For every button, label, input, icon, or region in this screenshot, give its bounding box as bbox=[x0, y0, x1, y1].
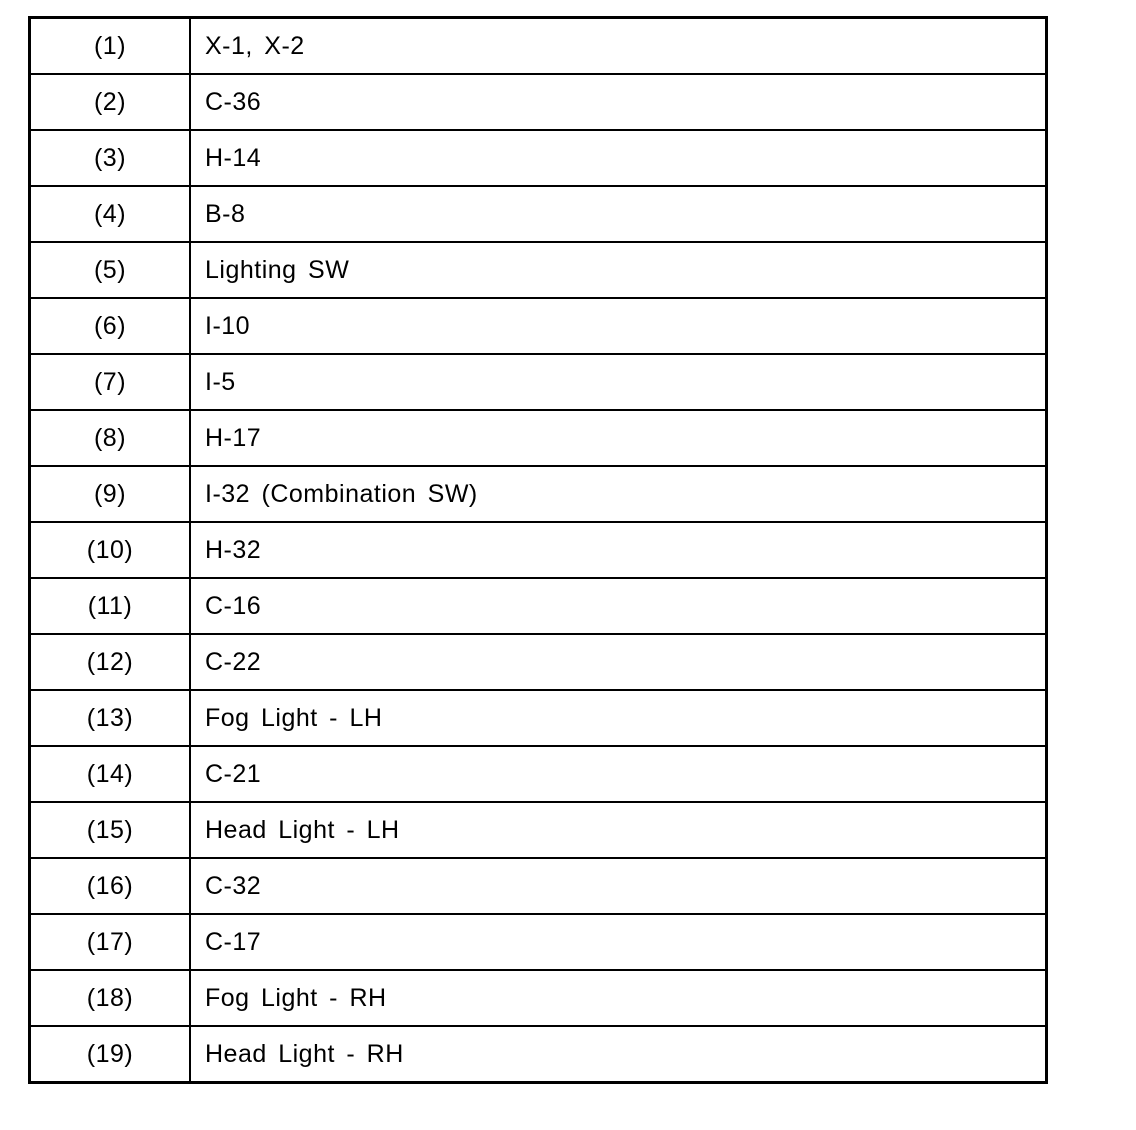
table-row bbox=[30, 578, 1047, 634]
table-row bbox=[30, 858, 1047, 914]
item-number: (18) bbox=[30, 970, 191, 1026]
item-number: (9) bbox=[30, 466, 191, 522]
item-description: Lighting SW bbox=[190, 242, 1047, 298]
table-row bbox=[30, 1026, 1047, 1083]
table-row bbox=[30, 970, 1047, 1026]
item-description: I-10 bbox=[190, 298, 1047, 354]
legend-table-body bbox=[30, 18, 1047, 1083]
item-number: (12) bbox=[30, 634, 191, 690]
item-description: C-17 bbox=[190, 914, 1047, 970]
table-row bbox=[30, 802, 1047, 858]
item-description: Head Light - RH bbox=[190, 1026, 1047, 1083]
table-row bbox=[30, 466, 1047, 522]
table-row bbox=[30, 410, 1047, 466]
item-number: (10) bbox=[30, 522, 191, 578]
item-number: (6) bbox=[30, 298, 191, 354]
item-description: H-14 bbox=[190, 130, 1047, 186]
item-number: (2) bbox=[30, 74, 191, 130]
table-row bbox=[30, 18, 1047, 75]
item-number: (11) bbox=[30, 578, 191, 634]
item-description: B-8 bbox=[190, 186, 1047, 242]
item-number: (8) bbox=[30, 410, 191, 466]
table-row bbox=[30, 522, 1047, 578]
item-description: H-17 bbox=[190, 410, 1047, 466]
table-row bbox=[30, 634, 1047, 690]
item-description: I-5 bbox=[190, 354, 1047, 410]
table-row bbox=[30, 354, 1047, 410]
item-description: X-1, X-2 bbox=[190, 18, 1047, 75]
item-number: (4) bbox=[30, 186, 191, 242]
item-number: (15) bbox=[30, 802, 191, 858]
table-row bbox=[30, 242, 1047, 298]
table-row bbox=[30, 914, 1047, 970]
item-number: (1) bbox=[30, 18, 191, 75]
item-description: C-32 bbox=[190, 858, 1047, 914]
table-row bbox=[30, 298, 1047, 354]
item-description: Head Light - LH bbox=[190, 802, 1047, 858]
item-description: C-16 bbox=[190, 578, 1047, 634]
item-number: (5) bbox=[30, 242, 191, 298]
item-number: (14) bbox=[30, 746, 191, 802]
table-row bbox=[30, 130, 1047, 186]
item-description: C-22 bbox=[190, 634, 1047, 690]
item-number: (17) bbox=[30, 914, 191, 970]
table-row bbox=[30, 690, 1047, 746]
item-description: I-32 (Combination SW) bbox=[190, 466, 1047, 522]
table-row bbox=[30, 74, 1047, 130]
item-description: H-32 bbox=[190, 522, 1047, 578]
item-number: (19) bbox=[30, 1026, 191, 1083]
item-number: (7) bbox=[30, 354, 191, 410]
component-legend-table bbox=[28, 16, 1048, 1084]
item-description: C-36 bbox=[190, 74, 1047, 130]
item-number: (16) bbox=[30, 858, 191, 914]
item-description: Fog Light - LH bbox=[190, 690, 1047, 746]
table-row bbox=[30, 186, 1047, 242]
item-number: (13) bbox=[30, 690, 191, 746]
item-description: C-21 bbox=[190, 746, 1047, 802]
item-description: Fog Light - RH bbox=[190, 970, 1047, 1026]
item-number: (3) bbox=[30, 130, 191, 186]
table-row bbox=[30, 746, 1047, 802]
